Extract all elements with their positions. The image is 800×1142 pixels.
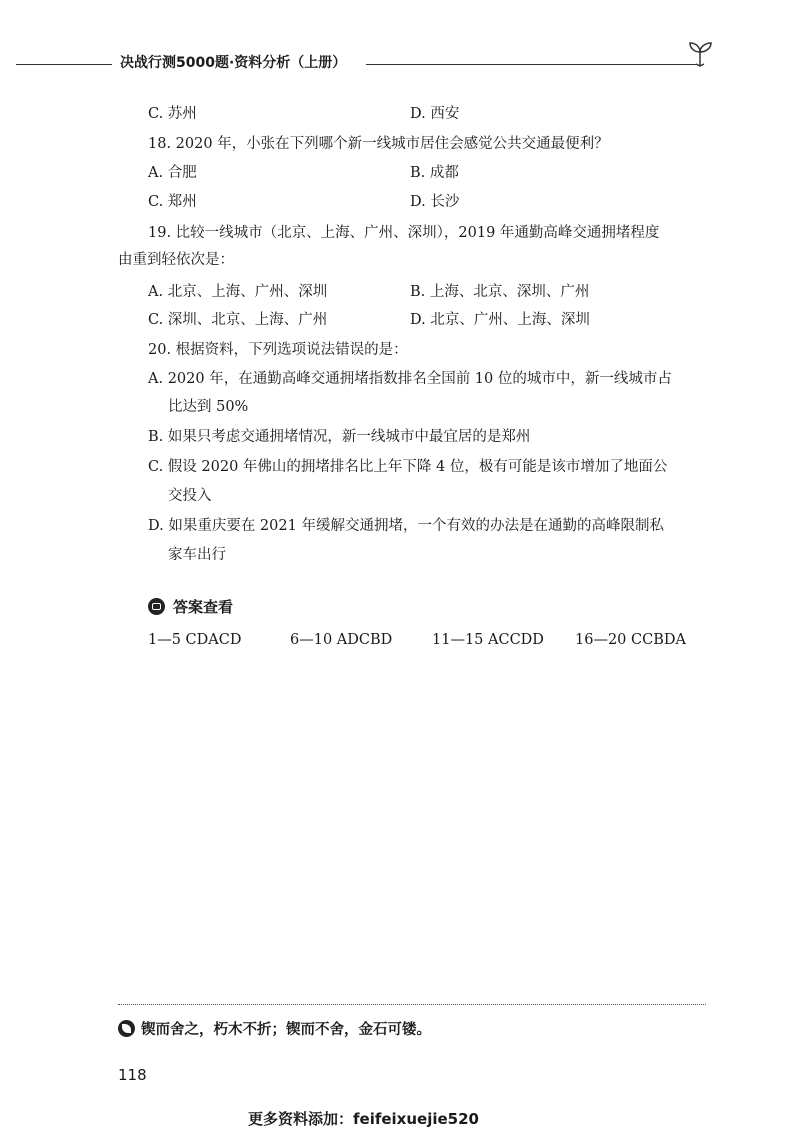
- answer-group-4: 16—20 CCBDA: [575, 632, 686, 648]
- q20-stem: 20. 根据资料，下列选项说法错误的是：: [148, 342, 408, 358]
- q19-stem-line2: 由重到轻依次是：: [118, 252, 234, 268]
- header-rule-right: [366, 64, 696, 65]
- q19-option-c: C. 深圳、北京、上海、广州: [148, 312, 328, 328]
- q18-option-a: A. 合肥: [148, 165, 197, 181]
- q20-option-d-line1: D. 如果重庆要在 2021 年缓解交通拥堵，一个有效的办法是在通勤的高峰限制私: [148, 518, 664, 534]
- answer-group-3: 11—15 ACCDD: [432, 632, 544, 648]
- header-title: 决战行测5000题·资料分析（上册）: [120, 55, 347, 71]
- q20-option-b: B. 如果只考虑交通拥堵情况，新一线城市中最宜居的是郑州: [148, 429, 531, 445]
- answer-group-2: 6—10 ADCBD: [290, 632, 393, 648]
- q18-option-d: D. 长沙: [410, 194, 460, 210]
- q18-option-c: C. 郑州: [148, 194, 197, 210]
- q19-option-b: B. 上海、北京、深圳、广州: [410, 284, 590, 300]
- q19-stem-line1: 19. 比较一线城市（北京、上海、广州、深圳），2019 年通勤高峰交通拥堵程度: [148, 225, 660, 241]
- motto-text: 锲而舍之，朽木不折；锲而不舍，金石可镂。: [141, 1022, 431, 1038]
- page-number: 118: [118, 1066, 147, 1084]
- answer-badge-icon: [148, 598, 165, 615]
- answers-heading: [148, 596, 233, 617]
- q19-option-d: D. 北京、广州、上海、深圳: [410, 312, 590, 328]
- footer-divider: [118, 1004, 706, 1005]
- q19-option-a: A. 北京、上海、广州、深圳: [148, 284, 328, 300]
- answers-heading-text: 答案查看: [173, 598, 234, 616]
- q20-option-d-line2: 家车出行: [168, 547, 226, 563]
- leaf-icon: [118, 1020, 135, 1037]
- motto: [118, 1018, 431, 1039]
- q20-option-a-line2: 比达到 50%: [168, 399, 249, 415]
- q18-stem: 18. 2020 年，小张在下列哪个新一线城市居住会感觉公共交通最便利？: [148, 136, 609, 152]
- q17-option-c: C. 苏州: [148, 106, 197, 122]
- q20-option-a-line1: A. 2020 年，在通勤高峰交通拥堵指数排名全国前 10 位的城市中，新一线城市占: [148, 371, 672, 387]
- sprout-icon: [686, 40, 714, 68]
- footer-note: 更多资料添加：feifeixuejie520: [248, 1110, 479, 1128]
- q18-option-b: B. 成都: [410, 165, 459, 181]
- header-rule-left: [16, 64, 112, 65]
- q17-option-d: D. 西安: [410, 106, 460, 122]
- answer-group-1: 1—5 CDACD: [148, 632, 242, 648]
- q20-option-c-line2: 交投入: [168, 488, 212, 504]
- q20-option-c-line1: C. 假设 2020 年佛山的拥堵排名比上年下降 4 位，极有可能是该市增加了地面公: [148, 459, 668, 475]
